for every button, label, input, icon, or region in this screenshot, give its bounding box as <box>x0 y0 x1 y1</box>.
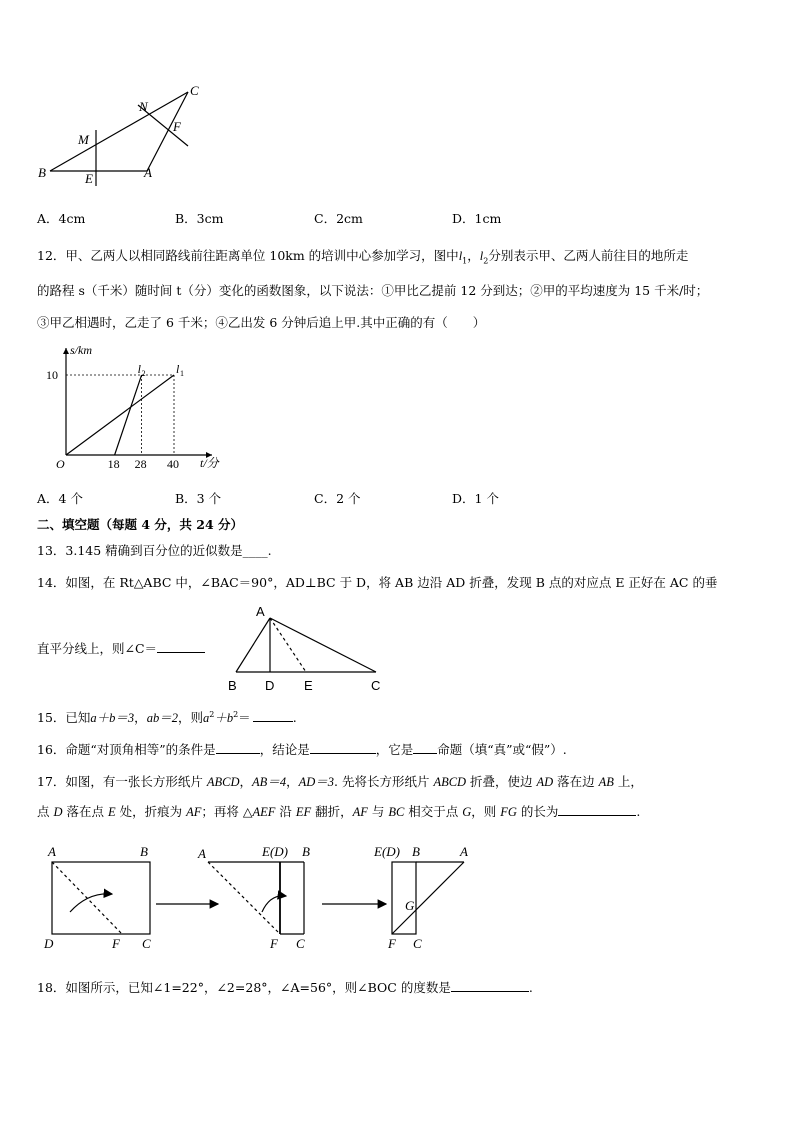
fig1-label-D: D <box>44 936 54 951</box>
q12-option-a: A．4 个 <box>37 491 83 506</box>
section-title: 二、填空题（每题 4 分，共 24 分） <box>37 517 244 532</box>
label-D: D <box>265 678 275 693</box>
x-tick-label: 28 <box>134 457 147 471</box>
y-axis-arrow <box>63 348 69 354</box>
q17-line-2: 点 D 落在点 E 处，折痕为 AF；再将 △AEF 沿 EF 翻折，AF 与 BC 相交于点 G，则 FG 的长为 . <box>37 804 641 819</box>
label-N: N <box>139 99 148 114</box>
q11-option-d: D．1cm <box>452 211 502 226</box>
rect-ABCD <box>52 862 150 934</box>
q11-option-b: B．3cm <box>175 211 224 226</box>
label-F: F <box>173 119 181 134</box>
series-label-l2: l <box>137 362 141 376</box>
series-sub-l1: 1 <box>180 369 184 378</box>
line-AE-dashed <box>270 618 306 672</box>
fig2-label-F: F <box>270 936 278 951</box>
fig1-label-B: B <box>140 844 148 859</box>
fold-line-AF-2 <box>208 862 280 934</box>
series-sub-l2: 2 <box>141 369 146 378</box>
q16-blank-truth[interactable] <box>413 741 437 754</box>
fig2-label-A: A <box>198 846 206 861</box>
fold-arrow-2 <box>262 896 286 912</box>
q16-blank-condition[interactable] <box>216 741 260 754</box>
q12-line-3: ③甲乙相遇时，乙走了 6 千米；④乙出发 6 分钟后追上甲.其中正确的有（ ） <box>37 315 486 330</box>
x-axis-label: t/分 <box>200 456 219 470</box>
fig2-label-ED: E(D) <box>262 844 288 859</box>
label-E: E <box>304 678 313 693</box>
line-FA <box>392 862 464 934</box>
q14-line-1: 14．如图，在 Rt△ABC 中，∠BAC＝90°，AD⊥BC 于 D，将 AB 边沿 AD 折叠，发现 B 点的对应点 E 正好在 AC 的垂 <box>37 575 718 590</box>
q12-option-b: B．3 个 <box>175 491 222 506</box>
q17-answer-blank[interactable] <box>558 803 636 816</box>
fig3-label-F: F <box>388 936 396 951</box>
origin-label: O <box>56 457 65 471</box>
q12-option-d: D．1 个 <box>452 491 499 506</box>
fold-step-2 <box>208 862 304 934</box>
fig1-label-A: A <box>48 844 56 859</box>
q15-text: 15．已知a＋b＝3，ab＝2，则$a^2+b^2=$ . <box>37 709 297 725</box>
series-line-l1 <box>66 375 174 455</box>
label-M: M <box>78 132 89 147</box>
q14-answer-blank[interactable] <box>157 640 205 653</box>
fig3-label-ED: E(D) <box>374 844 400 859</box>
q11-figure <box>30 80 210 190</box>
fold-step-1 <box>52 862 150 934</box>
fold-step-3 <box>392 862 464 934</box>
fig2-label-C: C <box>296 936 305 951</box>
line-AB <box>236 618 270 672</box>
q11-option-c: C．2cm <box>314 211 363 226</box>
q13-text: 13．3.145 精确到百分位的近似数是____. <box>37 543 272 558</box>
label-A: A <box>256 604 265 619</box>
series-line-l2 <box>115 375 142 455</box>
q12-line-1: 12．甲、乙两人以相同路线前往距离单位 10km 的培训中心参加学习，图中$l_1$，$l_2$分别表示甲、乙两人前往目的地所走 <box>37 248 689 266</box>
q12-chart <box>40 340 230 475</box>
x-tick-label: 18 <box>107 457 120 471</box>
x-tick-label: 40 <box>167 457 179 471</box>
q15-answer-blank[interactable] <box>253 709 293 722</box>
q12-line-2: 的路程 s（千米）随时间 t（分）变化的函数图象，以下说法：①甲比乙提前 12 分到达；②甲的平均速度为 15 千米/时； <box>37 283 709 298</box>
y-tick-label: 10 <box>46 368 58 382</box>
q14-line-2: 直平分线上，则∠C＝ <box>37 639 205 657</box>
fig3-label-C: C <box>413 936 422 951</box>
q11-option-a: A．4cm <box>37 211 86 226</box>
q12-option-c: C．2 个 <box>314 491 361 506</box>
label-A: A <box>144 165 152 180</box>
fig3-label-B: B <box>412 844 420 859</box>
label-B: B <box>228 678 237 693</box>
q14-figure <box>222 600 392 695</box>
line-AC <box>270 618 376 672</box>
series-label-l1: l <box>176 362 180 376</box>
q17-figure <box>40 840 480 955</box>
q17-line-1: 17．如图，有一张长方形纸片 ABCD，AB＝4，AD＝3. 先将长方形纸片 ABCD 折叠，使边 AD 落在边 AB 上， <box>37 774 643 789</box>
fig3-label-A: A <box>460 844 468 859</box>
fig2-label-B: B <box>302 844 310 859</box>
fig3-label-G: G <box>405 898 415 913</box>
label-C: C <box>190 83 199 98</box>
y-axis-label: s/km <box>70 343 92 357</box>
q18-answer-blank[interactable] <box>451 979 529 992</box>
label-E: E <box>85 171 93 186</box>
label-C: C <box>371 678 381 693</box>
fig1-label-F: F <box>112 936 120 951</box>
label-B: B <box>38 165 46 180</box>
q16-text: 16．命题“对顶角相等”的条件是 ，结论是 ，它是 命题（填“真”或“假”）. <box>37 742 567 757</box>
q18-text: 18．如图所示，已知∠1=22°，∠2=28°，∠A=56°，则∠BOC 的度数是 . <box>37 980 533 995</box>
fig1-label-C: C <box>142 936 151 951</box>
q16-blank-conclusion[interactable] <box>310 741 376 754</box>
